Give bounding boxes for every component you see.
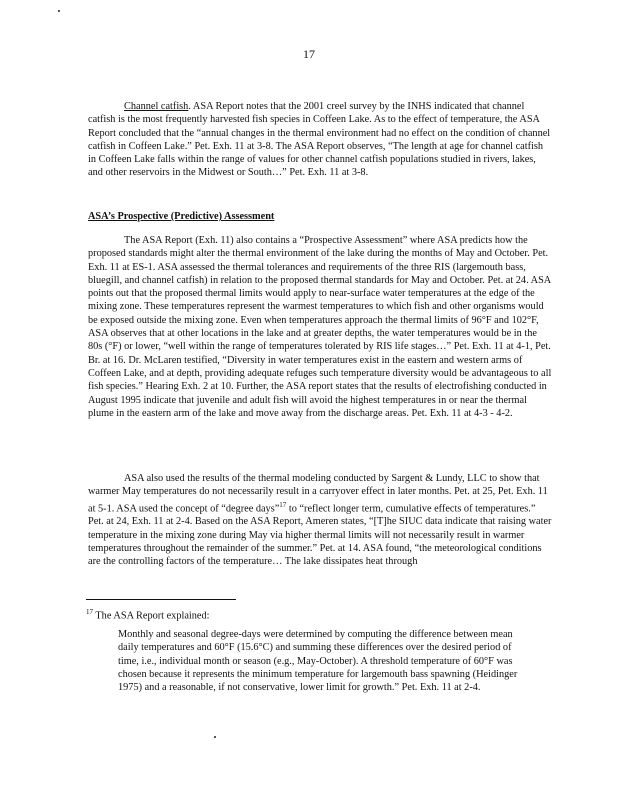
footnote-number: 17 [86,608,93,616]
footnote-block-quote: Monthly and seasonal degree-days were determined by computing the difference between mean daily temperatures and 60°F (15.6°C) and summing these differences over the desired period of time, i.e., individual month or season (e.g., May-October). A threshold temperature of 60°F was chosen because it represents the minimum temperature for largemouth bass spawning (Heidinger 1975) and a reasonable, if not conservative, lower limit for growth.” Pet. Exh. 11 at 2-4. [118,629,518,694]
paragraph-text: ASA also used the results of the thermal modeling conducted by Sargent & Lundy, LLC to show that warmer May temperatures do not necessarily result in a carryover effect in later months. Pet. at 25, Pet. Exh. 11 at 5-1. ASA used the concept of “degree days” [88,473,548,515]
paragraph-lead-term: Channel catfish [124,101,189,112]
scan-speck [214,736,216,738]
scan-speck [58,10,60,12]
paragraph-prospective-assessment [88,234,552,420]
paragraph-text: . ASA Report notes that the 2001 creel survey by the INHS indicated that channel catfish is the most frequently harvested fish species in Coffeen Lake. As to the effect of temperature, the ASA Report concluded that the “annual changes in the thermal environment had no effect on the condition of channel catfish in Coffeen Lake.” Pet. Exh. 11 at 3-8. The ASA Report observes, “The length at age for channel catfish in Coffeen Lake falls within the range of values for other channel catfish populations studied in rivers, lakes, and other reservoirs in the Midwest or South…” Pet. Exh. 11 at 3-8. [88,101,551,179]
paragraph-channel-catfish [88,100,552,180]
page-number: 17 [303,47,315,61]
paragraph-text: The ASA Report (Exh. 11) also contains a “Prospective Assessment” where ASA predicts how the proposed standards might alter the thermal environment of the lake during the months of May and October. Pet. Exh. 11 at ES-1. ASA assessed the thermal tolerances and requirements of the three RIS (largemouth bass, bluegill, and channel catfish) in relation to the proposed thermal standards for May and October. Pet. at 24. ASA points out that the proposed thermal limits would apply to near-surface water temperatures at the edge of the mixing zone. These temperatures represent the warmest temperatures to which fish and other organisms would be exposed outside the mixing zone. Even when temperatures approach the thermal limits of 96°F and 102°F, ASA observes that at other locations in the lake and at greater depths, the water temperatures would be in the 80s (°F) or lower, “well within the range of temperatures tolerated by RIS life stages…” Pet. Exh. 11 at 4-1, Pet. Br. at 16. Dr. McLaren testified, “Diversity in water temperatures exist in the eastern and western arms of Coffeen Lake, and at depth, providing adequate refuges such temperature diversity would be advantageous to all fish species.” Hearing Exh. 2 at 10. Further, the ASA report states that the results of electrofishing conducted in August 1995 indicate that juvenile and adult fish will avoid the highest temperatures in or near the thermal plume in the eastern arm of the lake and move away from the discharge areas. Pet. Exh. 11 at 4-3 - 4-2. [88,235,552,419]
section-heading: ASA’s Prospective (Predictive) Assessment [88,211,275,222]
footnote-intro: The ASA Report explained: [95,610,210,622]
paragraph-thermal-modeling [88,472,552,569]
footnote [86,606,556,623]
footnote-reference: 17 [279,500,287,509]
footnote-divider [86,599,236,600]
paragraph-text: to “reflect longer term, cumulative effects of temperatures.” Pet. at 24, Exh. 11 at 2-4. Based on the ASA Report, Ameren states, “[T]he SIUC data indicate that raising water temperature in the mixing zone during May via higher thermal limits will not necessarily result in warmer temperatures throughout the remainder of the summer.” Pet. at 14. ASA found, “the meteorological conditions are the controlling factors of the temperature… The lake dissipates heat through [88,503,552,568]
